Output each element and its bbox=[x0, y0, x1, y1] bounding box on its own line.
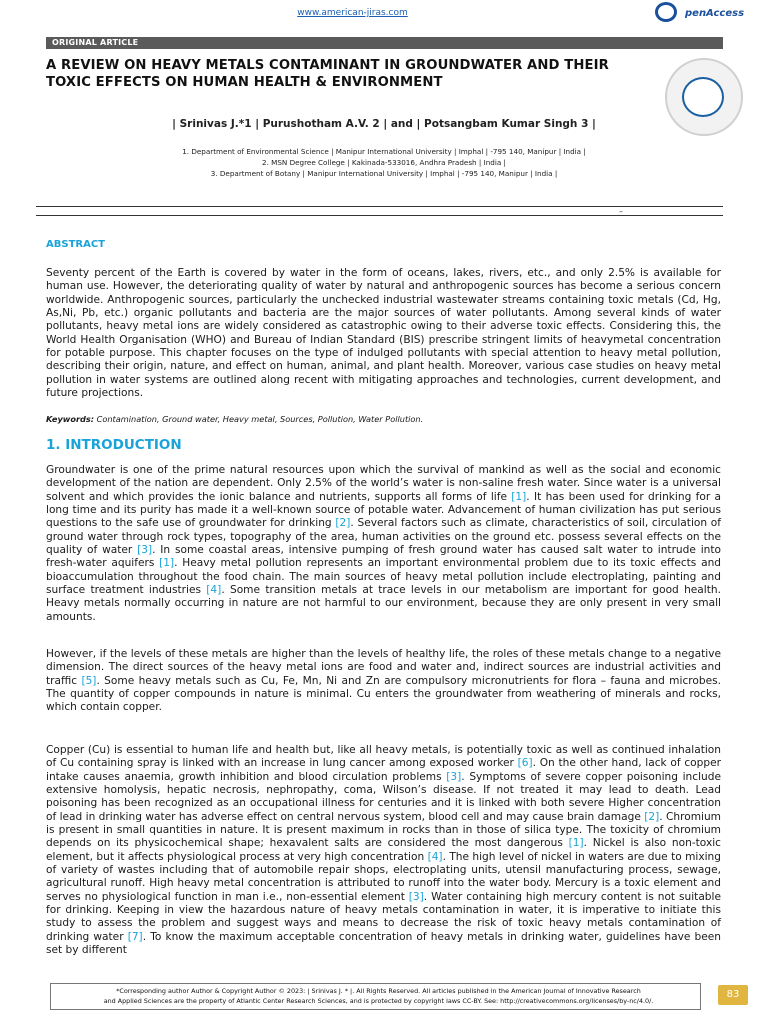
open-access-logo-icon bbox=[655, 2, 677, 22]
article-title: A REVIEW ON HEAVY METALS CONTAMINANT IN GROUNDWATER AND THEIR TOXIC EFFECTS ON HUMAN HEALTH & ENVIRONMENT bbox=[46, 58, 609, 90]
paragraph-text: Copper (Cu) is essential to human life and health but, like all heavy metals, is potentially toxic as well as continued inhalation of Cu containing spray is linked with an increase in lung cancer among exposed worker bbox=[46, 744, 721, 770]
affiliation-1: 1. Department of Environmental Science | Manipur International University | Imphal | -795 140, Manipur | India | bbox=[182, 147, 586, 156]
author-list: | Srinivas J.*1 | Purushotham A.V. 2 | and | Potsangbam Kumar Singh 3 | bbox=[172, 118, 596, 130]
paragraph-text: . Heavy metal pollution represents an important environmental problem due to its toxic effects and bioaccumulation throughout the food chain. The main sources of heavy metal pollution include electroplating, painting and surface treatment industries bbox=[46, 557, 722, 597]
section-label: ORIGINAL ARTICLE bbox=[52, 38, 139, 47]
paragraph-text: Groundwater is one of the prime natural resources upon which the survival of mankind as well as the social and economic development of the nation are dependent. Only 2.5% of the world’s water is non-saline fresh water. Since water is a universal solvent and which provides the ionic balance and nutrients, supports all forms of life bbox=[46, 464, 721, 503]
open-access-label: penAccess bbox=[685, 8, 745, 19]
paragraph-text: . In some coastal areas, intensive pumping of fresh ground water has caused salt water to intrude into fresh-water aquifers bbox=[46, 544, 721, 570]
citation-link[interactable]: [4] bbox=[206, 584, 222, 597]
citation-link[interactable]: [5] bbox=[81, 674, 97, 687]
citation-link[interactable]: [2] bbox=[644, 810, 660, 823]
citation-link[interactable]: [2] bbox=[335, 517, 351, 530]
citation-link[interactable]: [1] bbox=[568, 837, 584, 850]
intro-paragraph-1 bbox=[46, 464, 721, 624]
paragraph-text: . Some heavy metals such as Cu, Fe, Mn, Ni and Zn are compulsory micronutrients for flora – fauna and microbes. The quantity of copper compounds in nature is minimal. Cu enters the groundwater from weathering of minerals and rocks, which contain copper. bbox=[46, 674, 721, 714]
footer-copyright bbox=[56, 986, 701, 1006]
intro-paragraph-2 bbox=[46, 648, 721, 715]
citation-link[interactable]: [3] bbox=[137, 544, 153, 557]
paragraph-text: . Several factors such as climate, characteristics of soil, circulation of ground water through rock types, topography of the area, human activities on the ground etc. possess several effects on the quality of water bbox=[46, 517, 721, 557]
keywords-line bbox=[46, 414, 423, 424]
citation-link[interactable]: [1] bbox=[159, 557, 175, 570]
keywords-text: Contamination, Ground water, Heavy metal, Sources, Pollution, Water Pollution. bbox=[96, 414, 424, 424]
intro-heading: 1. INTRODUCTION bbox=[46, 437, 182, 453]
affiliation-2: 2. MSN Degree College | Kakinada-533016, Andhra Pradesh | India | bbox=[262, 158, 506, 167]
paragraph-text: However, if the levels of these metals are higher than the levels of healthy life, the roles of these metals change to a negative dimension. The direct sources of the heavy metal ions are food and water and, indirect sources are industrial activities and traffic bbox=[46, 648, 721, 687]
journal-url[interactable]: www.american-jiras.com bbox=[297, 8, 408, 18]
footer-line-1: *Corresponding author Author & Copyright Author © 2023: | Srinivas J. * |. All Rights Reserved. All articles published in the American Journal of Innovative Research bbox=[116, 987, 641, 995]
citation-link[interactable]: [6] bbox=[517, 757, 533, 770]
paragraph-text: . Some transition metals at trace levels in our metabolism are important for good health. Heavy metals normally occurring in nature are not harmful to our environment, because they are only present in very small amounts. bbox=[46, 584, 721, 623]
paragraph-text: . Symptoms of severe copper poisoning include extensive homolysis, hepatic necrosis, nephropathy, coma, Wilson’s disease. If not treated it may lead to death. Lead poisoning has been recognized as an occupational illness for centuries and it is linked with both severe Higher concentration of lead in drinking water has adverse effect on central nervous system, blood cell and may cause brain damage bbox=[46, 770, 721, 823]
paragraph-text: . The high level of nickel in waters are due to mixing of variety of wastes including that of automobile repair shops, electroplating units, utensil manufacturing process, sewage, agricultural runoff. High heavy metal concentration is attributed to runoff into the water body. Mercury is a toxic element and serves no physiological function in man i.e., non-essential element bbox=[46, 850, 721, 903]
citation-link[interactable]: [3] bbox=[408, 890, 424, 903]
paragraph-text: . Nickel is also non-toxic element, but it affects physiological process at very high concentration bbox=[46, 837, 721, 863]
page-number: 83 bbox=[718, 985, 748, 1005]
keywords-label: Keywords: bbox=[46, 414, 95, 424]
paragraph-text: . Water containing high mercury content is not suitable for drinking. Keeping in view the hazardous nature of heavy metals contamination in water, it is imperative to initiate this study to assess the problem and suggest ways and means to decrease the risk of toxic heavy metals contamination of drinking water bbox=[46, 890, 721, 943]
citation-link[interactable]: [7] bbox=[127, 930, 143, 943]
abstract-text: Seventy percent of the Earth is covered by water in the form of oceans, lakes, rivers, etc., and only 2.5% is available for human use. However, the deteriorating quality of water by natural and anthropogenic sources has become a serious concern worldwide. Anthropogenic sources, particularly the unchecked industrial wastewater streams containing toxic metals (Cd, Hg, As,Ni, Pb, etc.) organic pollutants and bacteria are the major sources of water pollutants. Among several kinds of water pollutants, heavy metal ions are widely considered as catastrophic owing to their adverse toxic effects. Considering this, the World Health Organisation (WHO) and Bureau of Indian Standard (BIS) prescribe stringent limits of heavymetal concentration for potable purpose. This chapter focuses on the type of indulged pollutants with special attention to heavy metal pollution, describing their origin, nature, and effect on human, animal, and plant health. Moreover, various case studies on heavy metal pollution in water systems are outlined along recent with mitigating approaches and technologies, current development, and future projections. bbox=[46, 267, 721, 400]
citation-link[interactable]: [4] bbox=[427, 850, 443, 863]
section-bar bbox=[46, 37, 723, 49]
intro-paragraph-3 bbox=[46, 744, 721, 958]
footer-line-2: and Applied Sciences are the property of Atlantic Center Research Sciences, and is protected by copyright laws CC-BY. See: http://creativecommons.org/licenses/by-nc/4.0/. bbox=[103, 997, 654, 1005]
divider-mark: – bbox=[619, 207, 623, 216]
paragraph-text: . On the other hand, lack of copper intake causes anaemia, growth inhibition and blood circulation problems bbox=[46, 757, 721, 783]
paragraph-text: . Chromium is present in small quantities in nature. It is present maximum in rocks than in those of silica type. The toxicity of chromium depends on its physicochemical shape; hexavalent salts are considered the most dangerous bbox=[46, 810, 721, 850]
citation-link[interactable]: [1] bbox=[511, 490, 527, 503]
journal-seal-emblem-icon bbox=[682, 77, 724, 117]
divider-bottom bbox=[36, 215, 723, 216]
affiliation-3: 3. Department of Botany | Manipur International University | Imphal | -795 140, Manipur | India | bbox=[210, 169, 558, 178]
paragraph-text: . To know the maximum acceptable concentration of heavy metals in drinking water, guidelines have been set by different bbox=[46, 930, 721, 957]
paragraph-text: . It has been used for drinking for a long time and its purity has made it a well-known source of potable water. Advancement of human civilization has put serious questions to the safe use of groundwater for drinking bbox=[46, 490, 721, 530]
citation-link[interactable]: [3] bbox=[446, 770, 462, 783]
abstract-heading: ABSTRACT bbox=[46, 239, 105, 250]
